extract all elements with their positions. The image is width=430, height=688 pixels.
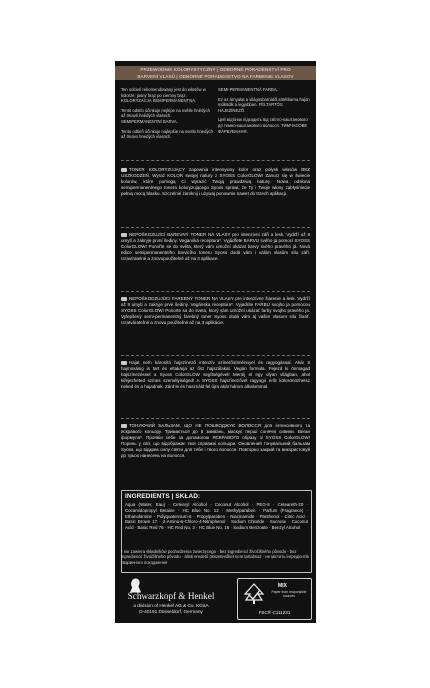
brand-name: Schwarzkopf & Henkel (127, 591, 215, 601)
fsc-subtitle: Paper from responsible sources (271, 590, 307, 599)
divider (121, 160, 310, 161)
description-ua (121, 423, 310, 460)
fsc-code: FSC® C111231 (258, 610, 291, 615)
vegan-footnote: * nie zawiera składników pochodzenia zwierzęcego · bez ingrediencí živočišného původu · bez ingrediencií živočíšneho pôvodu · állati eredetű összetevőket nem tartalmaz · не містить інгредієнтів тваринного походження (121, 549, 309, 565)
header-band-text (115, 66, 316, 80)
divider (121, 355, 310, 356)
divider (121, 418, 310, 419)
description-cz-text: NEPOŠKOZUJÍCÍ BAREVNÝ TONER NA VLASY pro intenzivní záři a lesk. Vydrží až 8 umytí a zakryje první šediny. Veganská receptura*. Vyjádřete BARVU svého já pomocí SYOSS ColorGLOW! Ponořte se do světa, který vám umožní ukázat barvy svého pravého já. Nová edice semipermanentního barvicího toneru Syoss dodá vám i vašim vlasům sílu září. Uzavíratelné a znovupoužitelné až na 3 aplikace. (121, 232, 310, 262)
description-pl (121, 167, 310, 197)
fsc-tree-checkmark-icon (242, 582, 266, 608)
ingredients-list: Aqua (Water, Eau) · Cetearyl Alcohol · Coconut Alcohol · PEG-8 · Ceteareth-20 · Cocamidopropyl Betaine · HC Blue No. 12 · Methylparaben · Parfum (Fragrance) · Ethanolamine · Polyquaternium-6 · Propylparaben · Niacinamide · Panthenol · Citric Acid · Basic Brown 17 · 2-Amino-6-Chloro-4-Nitrophenol · Sodium Chloride · Sucrose · Coconut Acid · Basic Red 76 · HC Red No. 3 · HC Blue No. 16 · Sodium Benzoate · Benzyl Alcohol (125, 502, 308, 531)
shade-text-ua: Цей відтінок підходить від світло-каштанового до темно-каштанового волосся. ТИМЧАСОВЕ ФАРБУВАННЯ. (218, 117, 308, 134)
company-address (121, 603, 221, 616)
shade-text-sk: Tento odtieň účinkuje najlepšie na svetlo hnedých až tmavo hnedých vlasoch. (121, 128, 213, 140)
shade-text-pl: Ten odcień rekomendowany jest do włosów w kolorze: jasny brąz po ciemny brąz. KOLORYZACJA SEMIPERMANENTNA. (121, 87, 206, 104)
description-pl-text: TONER KOLORYZUJĄCY zapewnia intensywny kolor oraz połysk włosów BEZ USZKODZEŃ. Wyraź KOLOR swojej natury z SYOSS ColorGLOW! Zanurz się w świecie kolorów, które pomogą Ci wyrazić Twoją prawdziwą naturę. Nowa odsłona semipermanentnego tonera koloryzującego Syoss sprawi, że Ty i Twoje włosy zabłyśniecie pełnią mocą blasku. Szczelnie zamknij i używaj ponownie nawet do trzech aplikacji. (121, 167, 310, 197)
ingredients-title: INGREDIENTS | SKŁAD: (125, 493, 201, 500)
header-band-line-1: PRZEWODNIK KOLORYSTYCZNY | ODBORNÉ PORADENSTVÍ PRO (140, 67, 291, 72)
divider (121, 291, 310, 292)
fsc-certification-label (237, 578, 312, 620)
shade-text-hu: Ez az árnyalat a világosbarnától sötétbarna hajon működik a legjobban. FÉLTARTÓS HAJSZÍNEZŐ. (218, 96, 310, 113)
company-line-1: a division of Henkel AG & Co. KGaA (133, 603, 209, 608)
description-sk (121, 296, 310, 326)
language-flag-icon (121, 233, 127, 237)
description-ua-text: ТОНУЮЧИЙ БАЛЬЗАМ, ЩО НЕ ПОШКОДЖУЄ ВОЛОССЯ для інтенсивного та яскравого кольору. Тримається до 8 змивань, маскує перші сонячні сивини. Веган формула*. Проявіи себе за допомогою ЯСКРАВОГО образу зі SYOSS ColorGLOW! Поринь у світ, що відображає твої справжні кольори. Оновлений тонувальний бальзам Syoss, що відкриє силу сяяти для тебе і твого волосся. Повторно закрий та використовуй до трьох нанесень на волосся. (121, 423, 310, 459)
description-sk-text: NEPOŠKODZUJÚCI FAREBNÝ TONER NA VLASY pre intenzívne žiarenie a lesk. Vydrží až 8 umytí a zakryje prvé šediny. Vegánska receptúra*. Vyjadrite FARBU svojho ja pomocou SYOSS ColorGLOW! Ponorte sa do sveta, ktorý vám umožní ukázať farby svojho pravého ja. Vylepšený semi-permanentný farebný toner Syoss dodá vám aj vašim vlasom silu žiariť. Uzatvárateľné a znovu použiteľné až na 3 aplikácie. (121, 296, 310, 326)
divider (121, 227, 310, 228)
language-flag-icon (121, 424, 127, 428)
shade-column-left (121, 87, 213, 144)
manufacturer-block (121, 578, 221, 618)
description-cz (121, 232, 310, 262)
header-band-line-2: BARVENÍ VLASŮ | ODBORNÉ PORADENSTVO NA FARBENIE VLASOV (137, 74, 294, 79)
product-box-back-panel (115, 61, 316, 623)
description-hu (121, 360, 310, 390)
language-flag-icon (121, 297, 127, 301)
company-line-2: D-40191 Düsseldorf, Germany (139, 609, 203, 615)
language-flag-icon (121, 361, 127, 365)
shade-recommendation-columns (121, 87, 310, 145)
shade-text-cz: Tento odstín účinkuje nejlépe na světle hnědých až tmavě hnědých vlasech. SEMIPERMANENTNÍ BARVA. (121, 107, 210, 124)
shade-text-sk-tail: SEMI-PERMANENTNÁ FARBA. (218, 87, 278, 92)
language-flag-icon (121, 168, 127, 172)
fsc-mix-label: MIX (278, 583, 287, 589)
description-hu-text: Hajat nem károsító hajszínező intenzív színerősítménnyel és ragyogással. Akár 8 hajmosásig is tart és eltakarja az ősz hajszálakat. Vegán formula. Fejezd ki önmagad hajszínezéssel a Syoss ColorGLOW segítségével! Merülj el egy olyan világban, ahol kifejezheted színes személyiséged! A SYOSS hajszínezővel ragyogó erőt kölcsönözhetsz neked és a hajadnak. Zárd le és használd fel újra akár három alkalommal. (121, 360, 310, 390)
shade-column-right (218, 87, 310, 138)
